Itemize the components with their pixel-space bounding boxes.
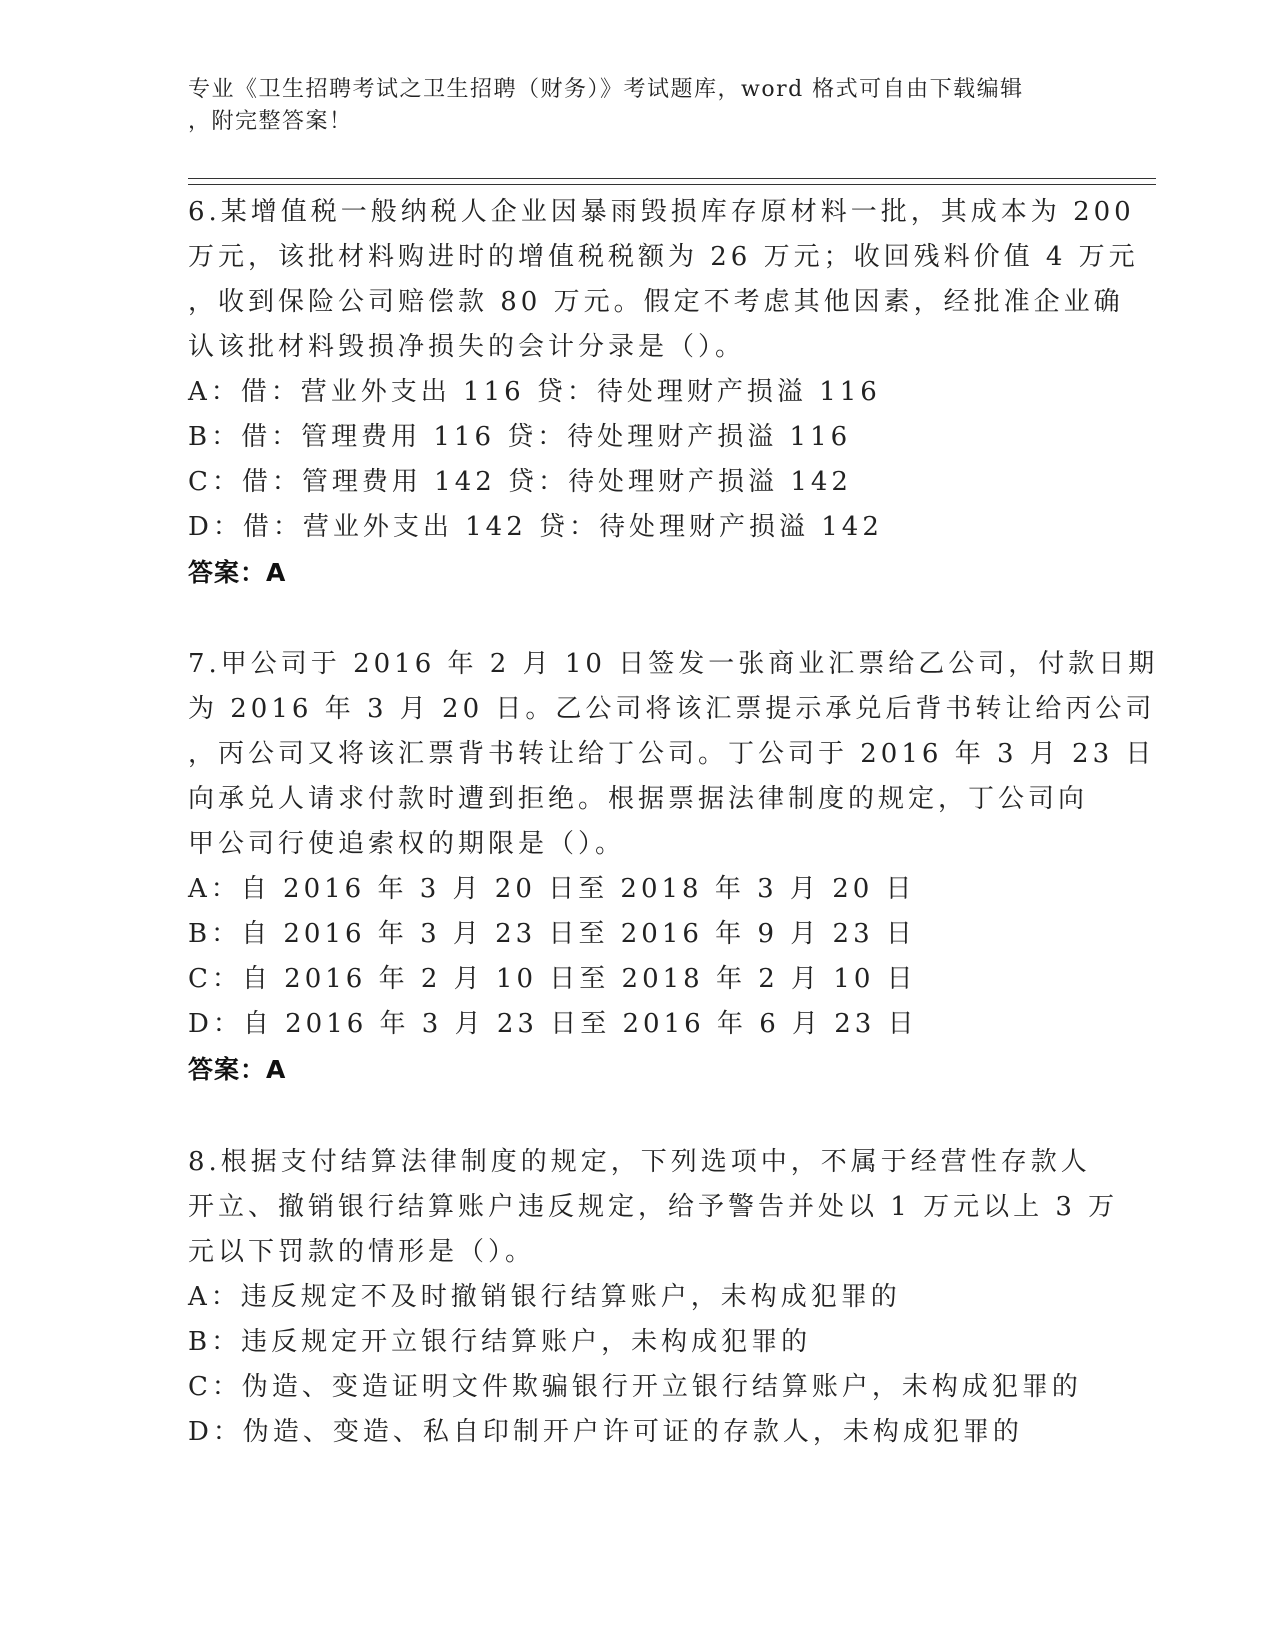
option-c: C：借：管理费用 142 贷：待处理财产损溢 142	[188, 467, 852, 497]
option-c: C：伪造、变造证明文件欺骗银行开立银行结算账户，未构成犯罪的	[188, 1372, 1082, 1402]
question-text-line: ，丙公司又将该汇票背书转让给丁公司。丁公司于 2016 年 3 月 23 日	[188, 739, 1156, 769]
option-a: A：违反规定不及时撤销银行结算账户，未构成犯罪的	[188, 1282, 901, 1312]
document-header	[188, 74, 1068, 138]
option-a: A：借：营业外支出 116 贷：待处理财产损溢 116	[188, 377, 881, 407]
question-8	[188, 1140, 1119, 1455]
header-divider-top	[188, 178, 1156, 179]
question-text-line: 向承兑人请求付款时遭到拒绝。根据票据法律制度的规定，丁公司向	[188, 784, 1089, 814]
option-d: D：自 2016 年 3 月 23 日至 2016 年 6 月 23 日	[188, 1009, 918, 1039]
question-6	[188, 190, 1139, 595]
option-b: B：违反规定开立银行结算账户，未构成犯罪的	[188, 1327, 812, 1357]
option-b: B：自 2016 年 3 月 23 日至 2016 年 9 月 23 日	[188, 919, 916, 949]
header-line: ，附完整答案！	[188, 109, 353, 134]
question-text-line: 为 2016 年 3 月 20 日。乙公司将该汇票提示承兑后背书转让给丙公司	[188, 694, 1156, 724]
question-text-line: 万元，该批材料购进时的增值税税额为 26 万元；收回残料价值 4 万元	[188, 242, 1139, 272]
question-text-line: 7.甲公司于 2016 年 2 月 10 日签发一张商业汇票给乙公司，付款日期	[188, 649, 1159, 679]
header-divider-bottom	[188, 184, 1156, 185]
option-a: A：自 2016 年 3 月 20 日至 2018 年 3 月 20 日	[188, 874, 916, 904]
question-text-line: ，收到保险公司赔偿款 80 万元。假定不考虑其他因素，经批准企业确	[188, 287, 1124, 317]
option-d: D：借：营业外支出 142 贷：待处理财产损溢 142	[188, 512, 883, 542]
option-c: C：自 2016 年 2 月 10 日至 2018 年 2 月 10 日	[188, 964, 917, 994]
question-text-line: 甲公司行使追索权的期限是（）。	[188, 829, 626, 859]
answer-label: 答案：A	[188, 1055, 287, 1084]
answer-label: 答案：A	[188, 558, 287, 587]
option-b: B：借：管理费用 116 贷：待处理财产损溢 116	[188, 422, 852, 452]
question-text-line: 6.某增值税一般纳税人企业因暴雨毁损库存原材料一批，其成本为 200	[188, 197, 1135, 227]
question-7	[188, 642, 1159, 1092]
question-text-line: 认该批材料毁损净损失的会计分录是（）。	[188, 332, 746, 362]
question-text-line: 开立、撤销银行结算账户违反规定，给予警告并处以 1 万元以上 3 万	[188, 1192, 1119, 1222]
question-text-line: 元以下罚款的情形是（）。	[188, 1237, 536, 1267]
header-line: 专业《卫生招聘考试之卫生招聘（财务）》考试题库，word 格式可自由下载编辑	[188, 77, 1024, 102]
question-text-line: 8.根据支付结算法律制度的规定，下列选项中，不属于经营性存款人	[188, 1147, 1091, 1177]
option-d: D：伪造、变造、私自印制开户许可证的存款人，未构成犯罪的	[188, 1417, 1023, 1447]
